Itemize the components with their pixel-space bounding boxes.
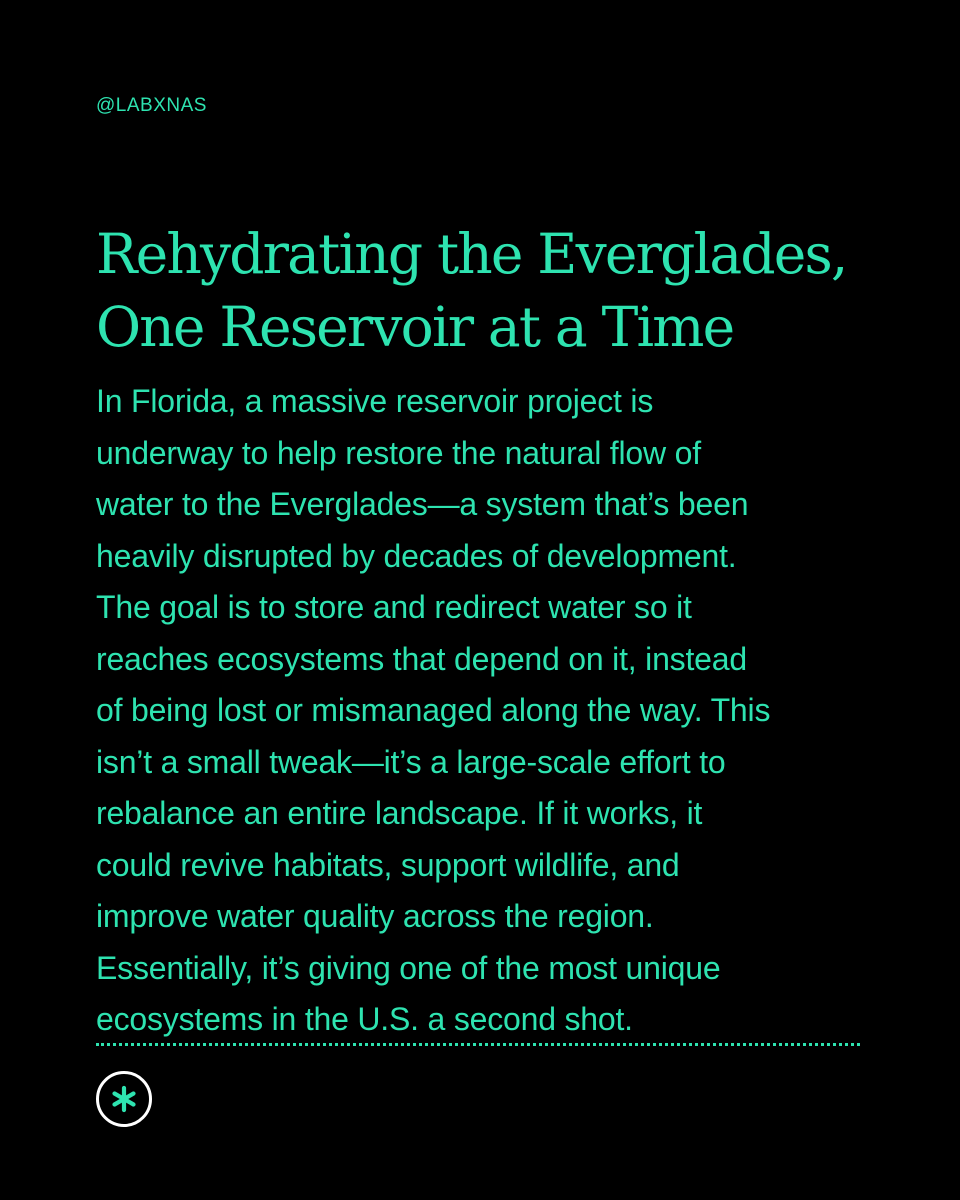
body-line: Essentially, it’s giving one of the most unique — [96, 949, 721, 986]
post-body — [96, 376, 896, 1046]
body-line: could revive habitats, support wildlife, and — [96, 846, 680, 883]
title-line: One Reservoir at a Time — [96, 295, 734, 359]
body-line: underway to help restore the natural flow of — [96, 434, 701, 471]
body-line: isn’t a small tweak—it’s a large-scale effort to — [96, 743, 726, 780]
body-line: reaches ecosystems that depend on it, instead — [96, 640, 747, 677]
body-line: ecosystems in the U.S. a second shot. — [96, 1001, 633, 1037]
dotted-divider — [96, 1043, 860, 1046]
body-line: rebalance an entire landscape. If it works, it — [96, 795, 703, 831]
asterisk-badge — [96, 1071, 152, 1127]
body-line: heavily disrupted by decades of development. — [96, 537, 737, 574]
body-line: of being lost or mismanaged along the way. This — [96, 692, 771, 728]
body-line: In Florida, a massive reservoir project is — [96, 383, 654, 419]
asterisk-icon — [110, 1085, 138, 1113]
post-title — [96, 218, 896, 364]
title-line: Rehydrating the Everglades, — [96, 222, 847, 286]
body-line: improve water quality across the region. — [96, 898, 654, 934]
account-handle: @LABXNAS — [96, 95, 207, 116]
body-line: The goal is to store and redirect water so it — [96, 589, 692, 625]
body-line: water to the Everglades—a system that’s been — [96, 486, 749, 522]
